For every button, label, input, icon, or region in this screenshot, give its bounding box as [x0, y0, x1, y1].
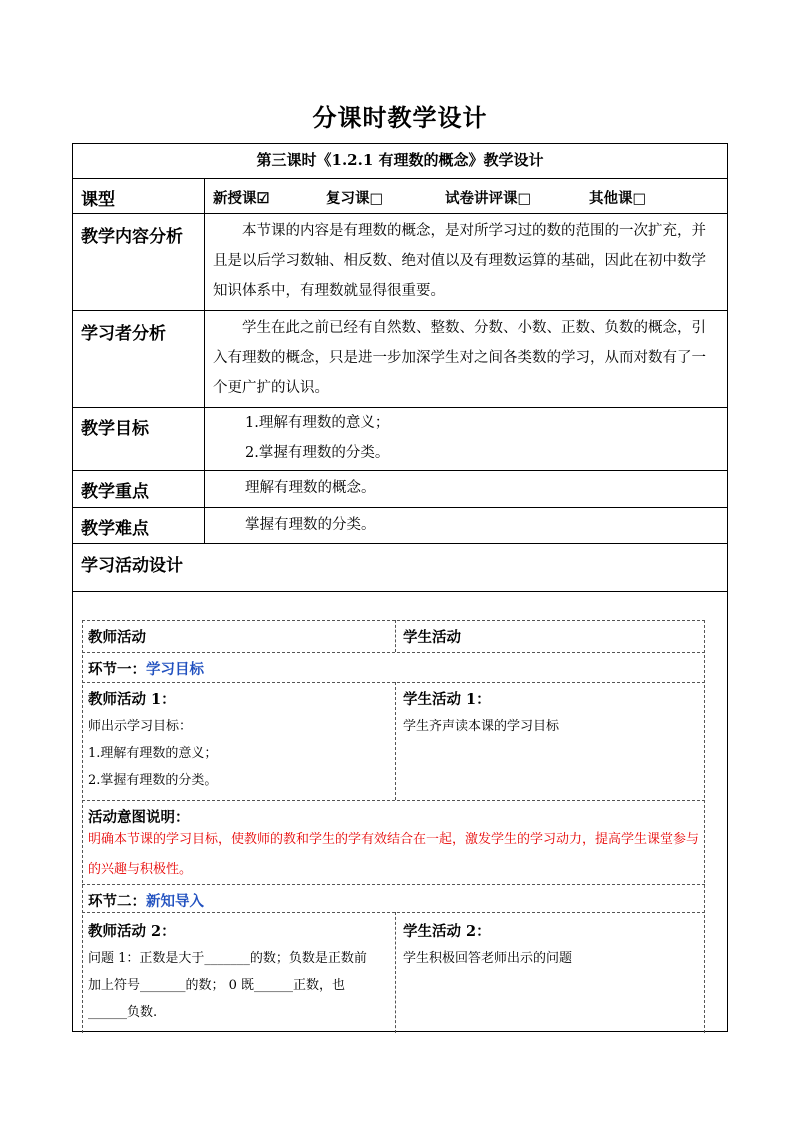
teacher-activity-1-line: 师出示学习目标： [88, 719, 193, 734]
key-point-label: 教学重点 [81, 482, 149, 502]
learner-analysis-text: 学生在此之前已经有自然数、整数、分数、小数、正数、负数的概念，引入有理数的概念，只是进一步加深学生对之间各类数的学习，从而对数有了一个更广扩的认识。 [213, 320, 706, 396]
teacher-activity-1-line: 2.掌握有理数的分类。 [88, 773, 218, 788]
teacher-activity-2-title: 教师活动 2： [88, 923, 176, 940]
teacher-activity-2-line: 问题 1：正数是大于_______的数；负数是正数前 [88, 951, 367, 966]
divider [204, 408, 205, 471]
course-type-exam-review[interactable]: 试卷讲评课□ [445, 190, 532, 207]
course-type-other[interactable]: 其他课□ [589, 190, 647, 207]
content-analysis-row [73, 214, 727, 311]
student-activity-1-title: 学生活动 1： [403, 691, 491, 708]
activity-table [82, 620, 705, 1033]
teacher-activity-header: 教师活动 [88, 629, 146, 646]
course-type-review[interactable]: 复习课□ [326, 190, 384, 207]
student-activity-1-text: 学生齐声读本课的学习目标 [403, 719, 560, 734]
objective-item: 2.掌握有理数的分类。 [245, 445, 390, 461]
page-title: 分课时教学设计 [312, 103, 488, 132]
divider [204, 471, 205, 508]
learner-analysis-row [73, 311, 727, 408]
course-type-new[interactable]: 新授课☑ [213, 190, 270, 207]
course-type-row [73, 179, 727, 214]
content-analysis-label: 教学内容分析 [81, 227, 183, 247]
divider [204, 508, 205, 544]
course-type-label: 课型 [81, 190, 115, 210]
segment1-heading: 环节一：学习目标 [88, 661, 204, 678]
objective-item: 1.理解有理数的意义； [245, 415, 390, 431]
lesson-design-table [72, 143, 728, 1032]
difficulty-label: 教学难点 [81, 519, 149, 539]
student-activity-2-title: 学生活动 2： [403, 923, 491, 940]
difficulty-row [73, 508, 727, 544]
segment2-heading: 环节二：新知导入 [88, 893, 204, 910]
teacher-activity-2-line: ______负数. [88, 1005, 158, 1020]
teacher-activity-1-line: 1.理解有理数的意义； [88, 746, 218, 761]
objectives-row [73, 408, 727, 471]
objectives-label: 教学目标 [81, 419, 149, 439]
intent-title: 活动意图说明： [88, 809, 190, 826]
divider [204, 179, 205, 214]
student-activity-2-text: 学生积极回答老师出示的问题 [403, 951, 573, 966]
teacher-activity-1-title: 教师活动 1： [88, 691, 176, 708]
key-point-row [73, 471, 727, 508]
intent-text: 明确本节课的学习目标，使教师的教和学生的学有效结合在一起，激发学生的学习动力，提高学生课堂参与的兴趣与积极性。 [88, 832, 700, 877]
student-activity-header: 学生活动 [403, 629, 461, 646]
activity-design-label: 学习活动设计 [81, 556, 183, 576]
segment2-name: 新知导入 [146, 893, 204, 910]
key-point-text: 理解有理数的概念。 [245, 480, 376, 496]
difficulty-text: 掌握有理数的分类。 [245, 517, 376, 533]
divider [204, 214, 205, 311]
learner-analysis-label: 学习者分析 [81, 324, 166, 344]
lesson-title: 第三课时《1.2.1 有理数的概念》教学设计 [256, 151, 544, 169]
teacher-activity-2-line: 加上符号_______的数； 0 既______正数，也 [88, 978, 346, 993]
divider [204, 311, 205, 408]
lesson-title-row [73, 144, 727, 179]
segment1-name: 学习目标 [146, 661, 204, 678]
activity-design-row [73, 544, 727, 592]
content-analysis-text: 本节课的内容是有理数的概念，是对所学习过的数的范围的一次扩充，并且是以后学习数轴、相反数、绝对值以及有理数运算的基础，因此在初中数学知识体系中，有理数就显得很重要。 [213, 223, 706, 299]
